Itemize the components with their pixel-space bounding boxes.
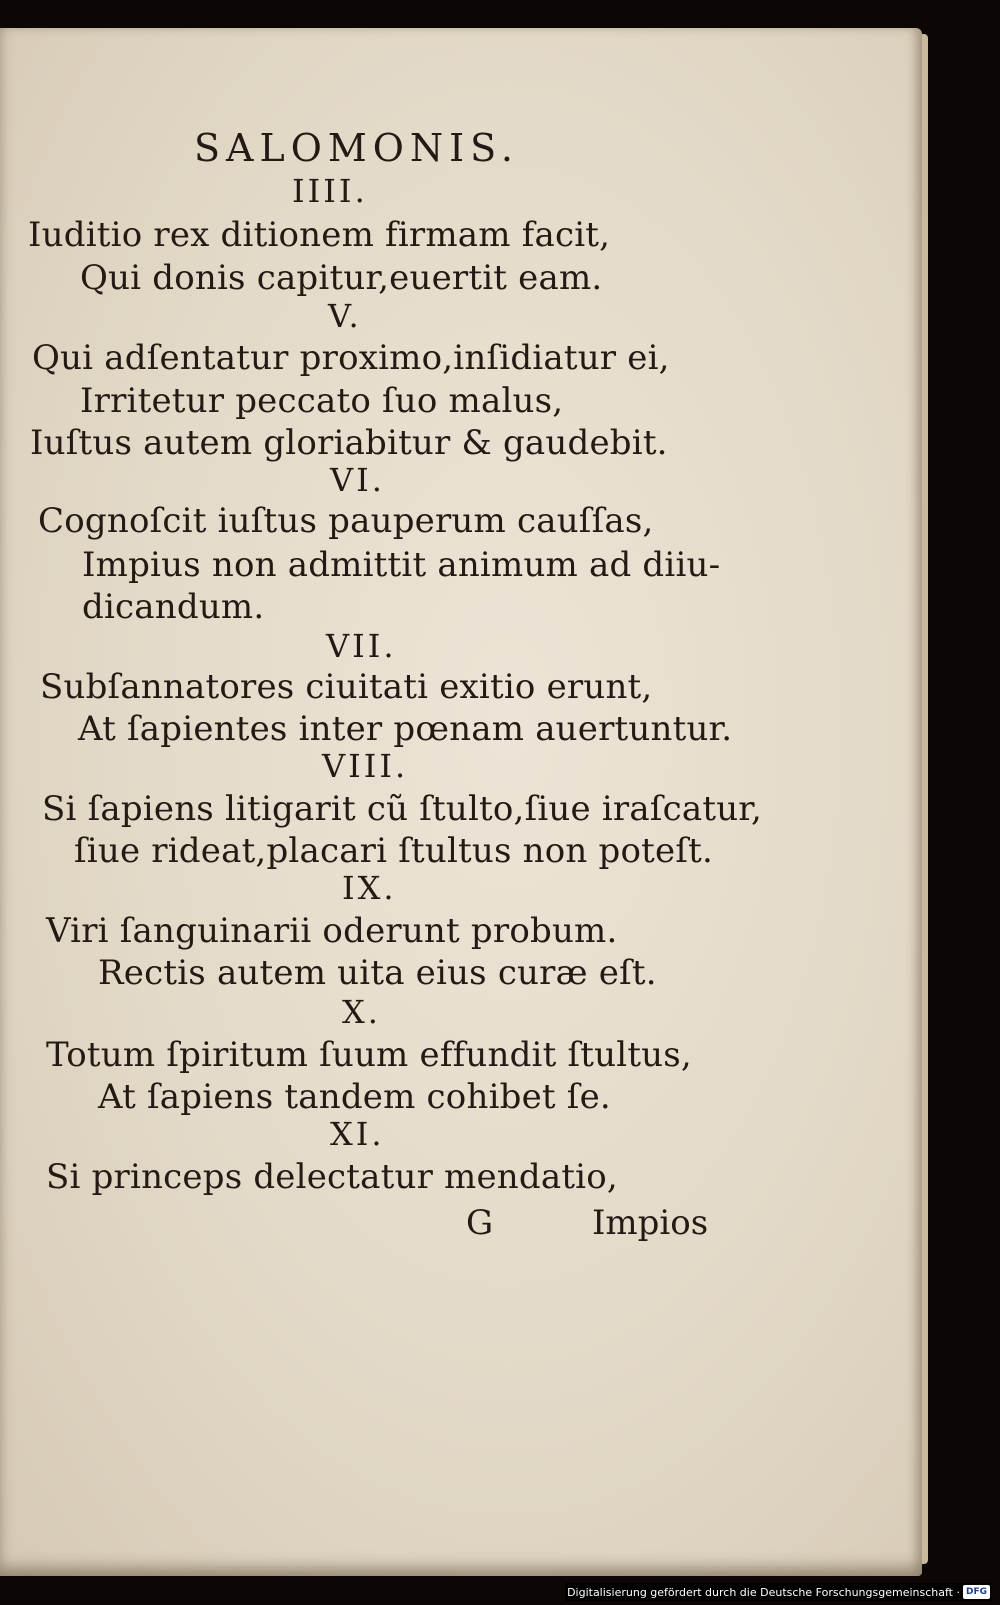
running-head: SALOMONIS. <box>194 126 519 170</box>
credit-text: Digitalisierung gefördert durch die Deutsche Forschungsgemeinschaft · <box>567 1585 960 1599</box>
verse-line: Qui adſentatur proximo,inſidiatur ei, <box>32 338 670 378</box>
verse-number: IX. <box>342 869 397 907</box>
verse-line: dicandum. <box>82 587 265 627</box>
verse-line: At ſapiens tandem cohibet ſe. <box>98 1077 611 1117</box>
verse-line: Cognoſcit iuſtus pauperum cauſſas, <box>38 501 654 541</box>
verse-line: Viri ſanguinarii oderunt probum. <box>46 911 618 951</box>
verse-line: Totum ſpiritum ſuum effundit ſtultus, <box>46 1035 692 1075</box>
verse-number: VII. <box>326 627 397 665</box>
catchword: Impios <box>592 1203 709 1243</box>
page-text <box>0 28 922 1576</box>
verse-line: Si princeps delectatur mendatio, <box>46 1157 618 1197</box>
book-page <box>0 28 922 1576</box>
verse-number: X. <box>342 993 381 1031</box>
verse-line: At ſapientes inter pœnam auertuntur. <box>78 709 733 749</box>
dfg-logo: DFG <box>963 1585 990 1599</box>
verse-number: VIII. <box>322 747 409 785</box>
digitization-credit <box>565 1583 992 1601</box>
verse-line: Qui donis capitur,euertit eam. <box>80 258 603 298</box>
verse-line: Subſannatores ciuitati exitio erunt, <box>40 667 653 707</box>
signature-mark: G <box>466 1203 494 1243</box>
verse-line: Rectis autem uita eius curæ eſt. <box>98 953 657 993</box>
verse-number: VI. <box>330 461 385 499</box>
verse-line: ſiue rideat,placari ſtultus non poteſt. <box>74 831 713 871</box>
verse-number: IIII. <box>292 172 368 210</box>
verse-number: XI. <box>330 1115 385 1153</box>
verse-number: V. <box>328 297 362 335</box>
verse-line: Iuſtus autem gloriabitur & gaudebit. <box>30 423 668 463</box>
verse-line: Si ſapiens litigarit cũ ſtulto,ſiue iraſcatur, <box>42 789 763 829</box>
page-edge <box>922 34 928 1564</box>
verse-line: Iuditio rex ditionem firmam facit, <box>28 215 611 255</box>
verse-line: Impius non admittit animum ad diiu- <box>82 545 721 585</box>
verse-line: Irritetur peccato ſuo malus, <box>80 381 564 421</box>
